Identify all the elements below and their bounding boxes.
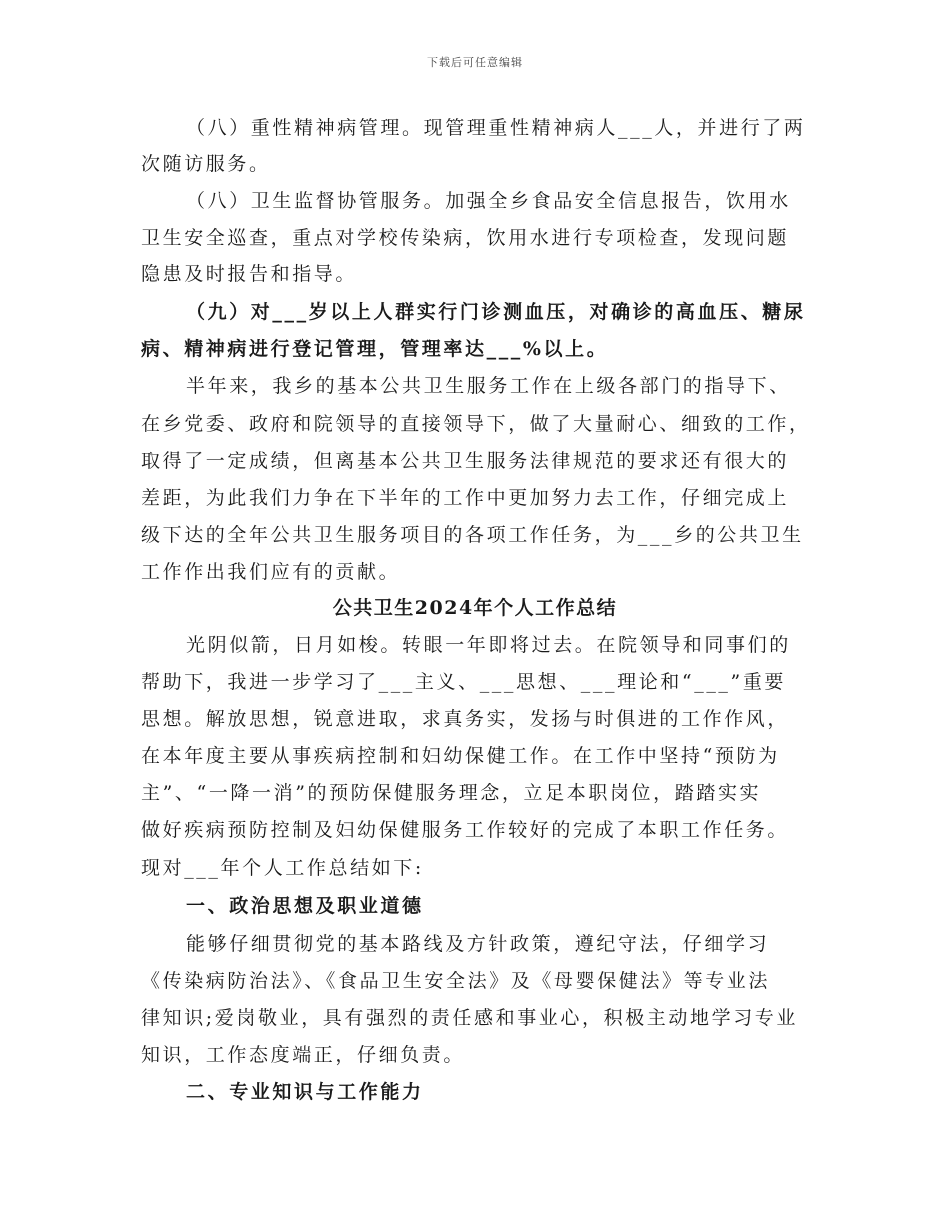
paragraph-line: 级下达的全年公共卫生服务项目的各项工作任务，为___乡的公共卫生 [141,524,804,546]
section-heading: 一、政治思想及职业道德 [186,895,424,917]
paragraph-line: 现对___年个人工作总结如下: [141,857,424,879]
paragraph-line: 《传染病防治法》、《食品卫生安全法》及《母婴保健法》等专业法 [141,970,771,992]
paragraph-line: 光阴似箭，日月如梭。转眼一年即将过去。在院领导和同事们的 [186,634,791,656]
paragraph-line: 主”、“一降一消”的预防保健服务理念，立足本职岗位，踏踏实实 [141,782,762,804]
paragraph-line: 律知识;爱岗敬业，具有强烈的责任感和事业心，积极主动地学习专业 [141,1007,799,1029]
paragraph-line: 在乡党委、政府和院领导的直接领导下，做了大量耐心、细致的工作， [141,413,811,435]
paragraph-line: （八）卫生监督协管服务。加强全乡食品安全信息报告，饮用水 [186,190,791,212]
paragraph-line: 隐患及时报告和指导。 [141,263,358,285]
paragraph-line: 卫生安全巡查，重点对学校传染病，饮用水进行专项检查，发现问题 [141,227,790,249]
paragraph-line: 知识，工作态度端正，仔细负责。 [141,1044,466,1066]
page-header: 下载后可任意编辑 [427,56,523,69]
bold-paragraph-line: 病、精神病进行登记管理，管理率达___%以上。 [141,338,609,360]
paragraph-line: 在本年度主要从事疾病控制和妇幼保健工作。在工作中坚持“预防为 [141,745,780,767]
paragraph-line: 次随访服务。 [141,153,271,175]
paragraph-line: 思想。解放思想，锐意进取，求真务实，发扬与时俱进的工作作风， [141,708,790,730]
section-heading: 二、专业知识与工作能力 [186,1081,424,1103]
paragraph-line: 取得了一定成绩，但离基本公共卫生服务法律规范的要求还有很大的 [141,450,790,472]
paragraph-line: 帮助下，我进一步学习了___主义、___思想、___理论和“___”重要 [141,671,787,693]
paragraph-line: 能够仔细贯彻党的基本路线及方针政策，遵纪守法，仔细学习 [186,933,770,955]
paragraph-line: 做好疾病预防控制及妇幼保健服务工作较好的完成了本职工作任务。 [141,819,790,841]
paragraph-line: 差距，为此我们力争在下半年的工作中更加努力去工作，仔细完成上 [141,487,790,509]
paragraph-line: 半年来，我乡的基本公共卫生服务工作在上级各部门的指导下、 [186,375,791,397]
bold-paragraph-line: （九）对___岁以上人群实行门诊测血压，对确诊的高血压、糖尿 [186,301,806,323]
paragraph-line: 工作作出我们应有的贡献。 [141,561,401,583]
paragraph-line: （八）重性精神病管理。现管理重性精神病人___人，并进行了两 [186,117,806,139]
section-title: 公共卫生2024年个人工作总结 [332,597,618,619]
